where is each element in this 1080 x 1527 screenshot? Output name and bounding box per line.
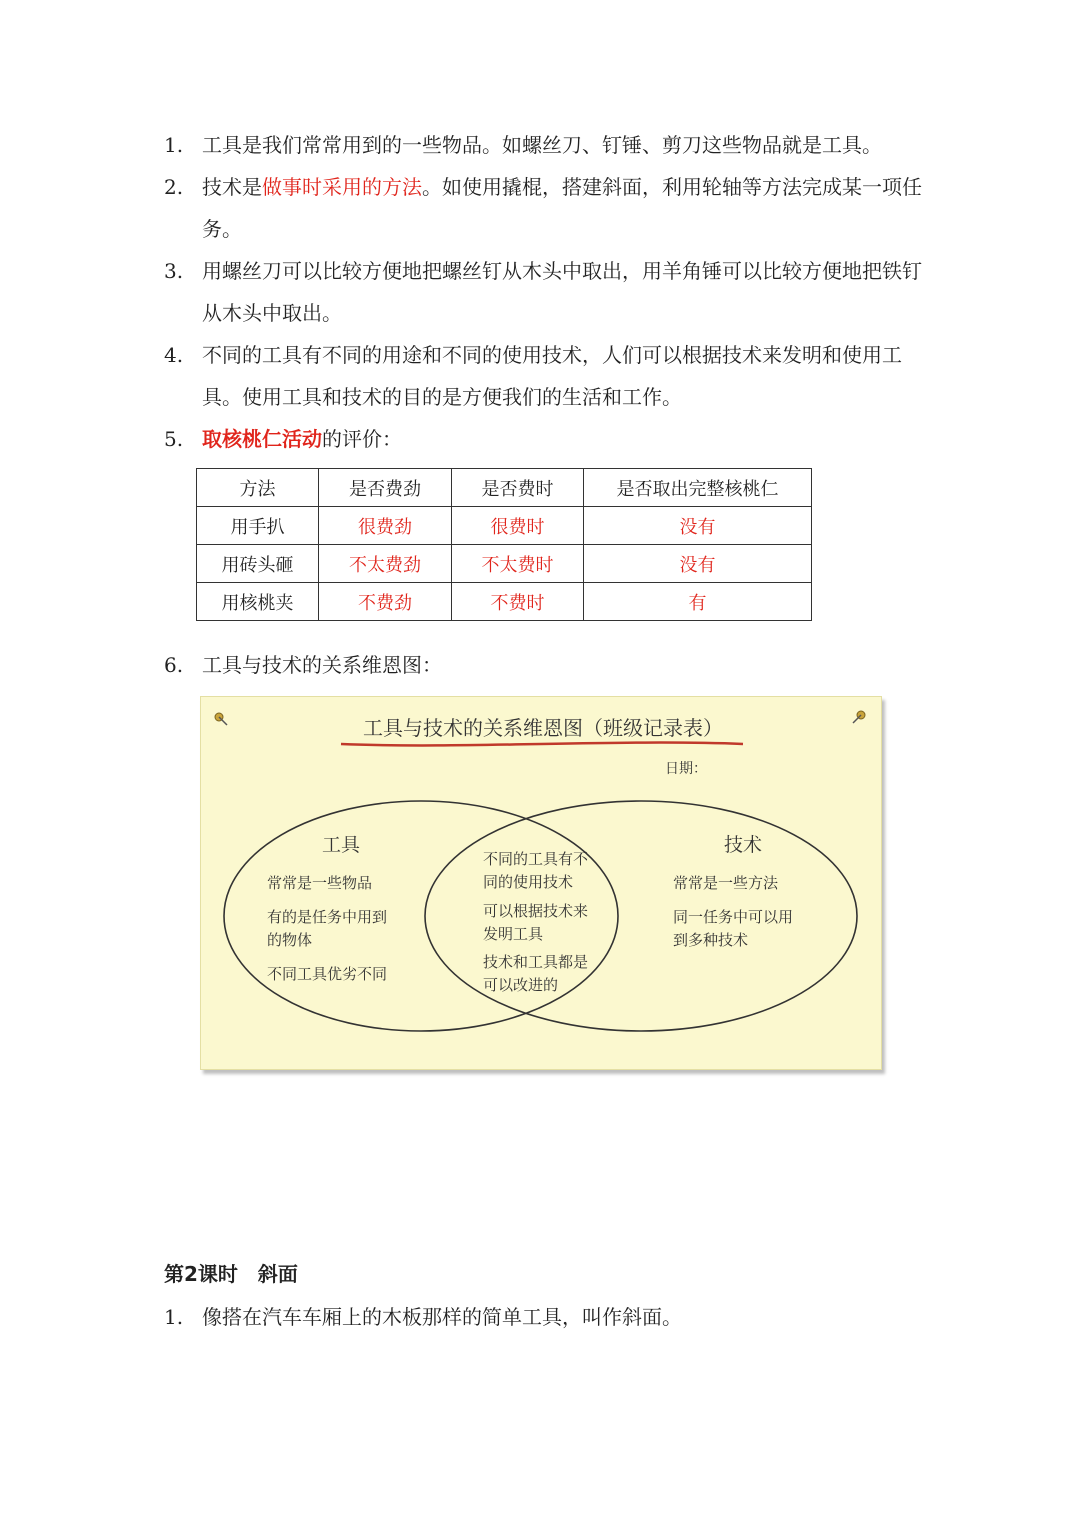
list-item-6 — [164, 644, 924, 686]
item-text: 不同的工具有不同的用途和不同的使用技术，人们可以根据技术来发明和使用工具。使用工具和技术的目的是方便我们的生活和工作。 — [202, 343, 902, 409]
overlap-line: 技术和工具都是 — [483, 953, 589, 971]
list-item-1 — [164, 124, 924, 166]
table-cell-method: 用核桃夹 — [197, 583, 319, 621]
table-cell: 不费时 — [452, 583, 584, 621]
item-text-post: 的评价： — [322, 427, 402, 451]
tools-line: 的物体 — [267, 931, 313, 949]
overlap-line: 可以根据技术来 — [483, 902, 589, 920]
table-header: 是否取出完整核桃仁 — [584, 469, 812, 507]
table-cell: 不太费时 — [452, 545, 584, 583]
overlap-line: 发明工具 — [483, 925, 544, 943]
table-header: 方法 — [197, 469, 319, 507]
venn-title: 工具与技术的关系维恩图（班级记录表） — [363, 716, 723, 740]
evaluation-table — [196, 468, 812, 621]
technology-line: 常常是一些方法 — [673, 874, 779, 892]
table-cell: 很费时 — [452, 507, 584, 545]
date-label: 日期： — [665, 761, 707, 777]
pin-icon — [853, 711, 865, 723]
section-title: 第2课时 斜面 — [164, 1262, 298, 1286]
table-cell: 不太费劲 — [319, 545, 452, 583]
overlap-line: 可以改进的 — [483, 976, 559, 994]
item-text: 像搭在汽车车厢上的木板那样的简单工具，叫作斜面。 — [202, 1305, 682, 1329]
item-text: 用螺丝刀可以比较方便地把螺丝钉从木头中取出，用羊角锤可以比较方便地把铁钉从木头中取出。 — [202, 259, 922, 325]
table-cell: 没有 — [584, 545, 812, 583]
technology-title: 技术 — [723, 834, 763, 856]
table-header-row — [197, 469, 812, 507]
title-underline — [341, 743, 743, 746]
table-cell: 没有 — [584, 507, 812, 545]
table-cell: 有 — [584, 583, 812, 621]
venn-diagram-card — [200, 696, 882, 1070]
item-text — [202, 166, 924, 250]
table-header: 是否费时 — [452, 469, 584, 507]
tools-line: 常常是一些物品 — [267, 874, 373, 892]
item-number: 1. — [164, 1305, 184, 1329]
list-item-3 — [164, 250, 924, 334]
tools-line: 有的是任务中用到 — [267, 908, 388, 926]
table-cell-method: 用砖头砸 — [197, 545, 319, 583]
pin-icon — [215, 713, 227, 725]
activity-name: 取核桃仁活动 — [202, 427, 322, 451]
table-header: 是否费劲 — [319, 469, 452, 507]
table-row — [197, 545, 812, 583]
table-cell-method: 用手扒 — [197, 507, 319, 545]
tools-line: 不同工具优劣不同 — [267, 965, 388, 983]
technology-line: 同一任务中可以用 — [673, 908, 794, 926]
overlap-line: 同的使用技术 — [483, 873, 574, 891]
overlap-line: 不同的工具有不 — [483, 850, 589, 868]
list-item-4 — [164, 334, 924, 418]
tools-title: 工具 — [321, 834, 361, 856]
list-item-5 — [164, 418, 924, 460]
table-row — [197, 507, 812, 545]
list-item-2 — [164, 166, 924, 250]
section-list-item-1 — [164, 1296, 924, 1338]
highlight-text: 做事时采用的方法 — [262, 175, 422, 199]
table-cell: 很费劲 — [319, 507, 452, 545]
item-text — [202, 418, 924, 460]
item-text-post: 。如使用撬棍，搭建斜面，利用轮轴等方法完成某一项任务。 — [202, 175, 922, 241]
item-number: 4. — [164, 343, 184, 367]
item-number: 5. — [164, 427, 184, 451]
table-cell: 不费劲 — [319, 583, 452, 621]
item-text: 工具是我们常常用到的一些物品。如螺丝刀、钉锤、剪刀这些物品就是工具。 — [202, 133, 882, 157]
item-number: 1. — [164, 133, 184, 157]
venn-diagram — [201, 697, 881, 1069]
item-number: 6. — [164, 653, 184, 677]
technology-line: 到多种技术 — [673, 931, 749, 949]
item-text-pre: 技术是 — [202, 175, 262, 199]
item-number: 2. — [164, 175, 184, 199]
table-row — [197, 583, 812, 621]
item-number: 3. — [164, 259, 184, 283]
item-text: 工具与技术的关系维恩图： — [202, 653, 442, 677]
